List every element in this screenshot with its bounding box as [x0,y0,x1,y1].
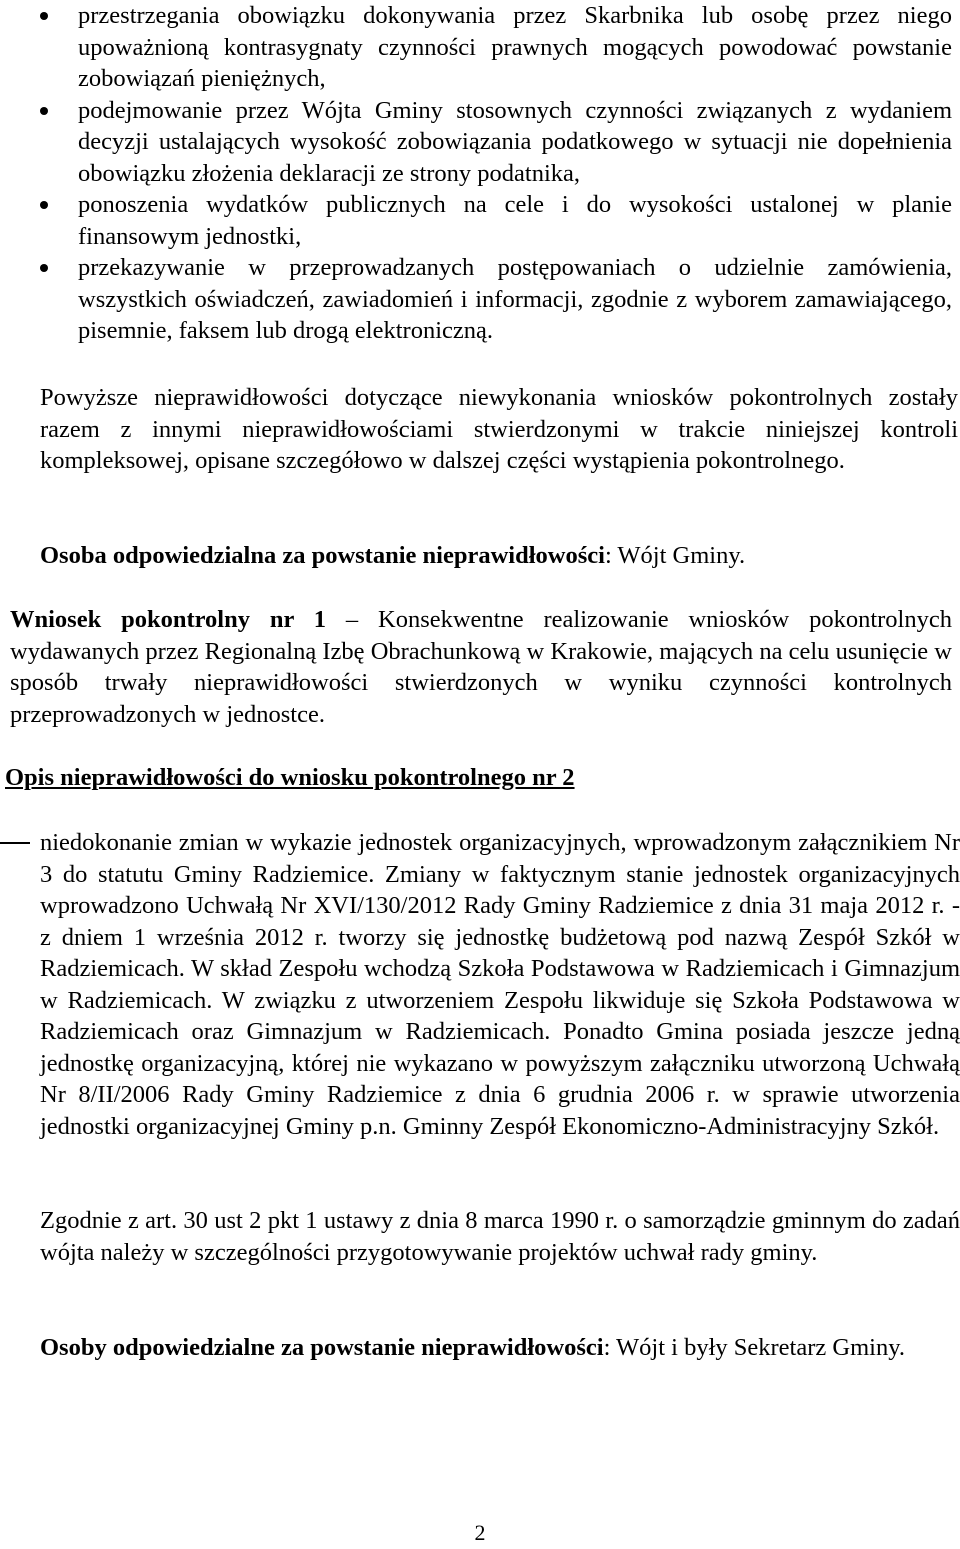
bullet-icon [40,201,48,209]
list-item [40,189,952,252]
list-item-text: podejmowanie przez Wójta Gminy stosownych czynności związanych z wydaniem decyzji ustalających wysokość zobowiązania podatkowego w sytuacji nie dopełnienia obowiązku złożenia deklaracji ze strony podatnika, [78,96,952,187]
list-item-text: ponoszenia wydatków publicznych na cele i do wysokości ustalonej w planie finansowym jednostki, [78,191,952,250]
dash-icon [0,842,30,844]
responsibility-line-1 [40,540,958,572]
responsibility-label: Osoba odpowiedzialna za powstanie nieprawidłowości [40,542,605,569]
list-item [40,95,952,190]
responsibility-value: : Wójt Gminy. [604,542,746,569]
section-heading: Opis nieprawidłowości do wniosku pokontrolnego nr 2 [5,764,575,791]
page-number: 2 [474,1520,486,1545]
motion-label: Wniosek pokontrolny nr 1 [10,606,327,633]
summary-paragraph: Powyższe nieprawidłowości dotyczące niewykonania wniosków pokontrolnych zostały razem z innymi nieprawidłowościami stwierdzonymi w trakcie niniejszej kontroli kompleksowej, opisane szczegółowo w dalszej części wystąpienia pokontrolnego. [40,384,958,474]
bullet-icon [40,12,48,20]
list-item [40,252,952,347]
responsibility-value: : Wójt i były Sekretarz Gminy. [603,1334,905,1361]
irregularity-description: niedokonanie zmian w wykazie jednostek organizacyjnych, wprowadzonym załącznikiem Nr 3 do statutu Gminy Radziemice. Zmiany w faktycznym stanie jednostek organizacyjnych wprowadzono Uchwałą Nr XVI/130/2012 Rady Gminy Radziemice z dnia 31 maja 2012 r. - z dniem 1 września 2012 r. tworzy się jednostkę budżetową pod nazwą Zespół Szkół w Radziemicach. W skład Zespołu wchodzą Szkoła Podstawowa w Radziemicach i Gimnazjum w Radziemicach. W związku z utworzeniem Zespołu likwiduje się Szkoła Podstawowa w Radziemicach oraz Gimnazjum w Radziemicach. Ponadto Gmina posiada jeszcze jedną jednostkę organizacyjną, której nie wykazano w powyższym załączniku utworzoną Uchwałą Nr 8/II/2006 Rady Gminy Radziemice z dnia 6 grudnia 2006 r. w sprawie utworzenia jednostki organizacyjnej Gminy p.n. Gminny Zespół Ekonomiczno-Administracyjny Szkół. [40,829,960,1140]
responsibility-label: Osoby odpowiedzialne za powstanie nieprawidłowości [40,1334,604,1361]
list-item [40,0,952,95]
legal-basis-paragraph: Zgodnie z art. 30 ust 2 pkt 1 ustawy z dnia 8 marca 1990 r. o samorządzie gminnym do zadań wójta należy w szczególności przygotowywanie projektów uchwał rady gminy. [40,1207,960,1266]
post-inspection-motion-1 [10,604,952,730]
motion-text: – Konsekwentne realizowanie wniosków pokontrolnych wydawanych przez Regionalną Izbę Obrachunkową w Krakowie, mających na celu usunięcie w sposób trwały nieprawidłowości stwierdzonych w wyniku czynności kontrolnych przeprowadzonych w jednostce. [10,606,952,728]
list-item-text: przekazywanie w przeprowadzanych postępowaniach o udzielnie zamówienia, wszystkich oświadczeń, zawiadomień i informacji, zgodnie z wyborem zamawiającego, pisemnie, faksem lub drogą elektroniczną. [78,254,952,344]
list-item-text: przestrzegania obowiązku dokonywania przez Skarbnika lub osobę przez niego upoważnioną kontrasygnaty czynności prawnych mogących powodować powstanie zobowiązań pieniężnych, [78,2,952,92]
responsibility-line-2 [40,1332,960,1364]
bullet-list [40,0,952,347]
bullet-icon [40,107,48,115]
bullet-icon [40,264,48,272]
